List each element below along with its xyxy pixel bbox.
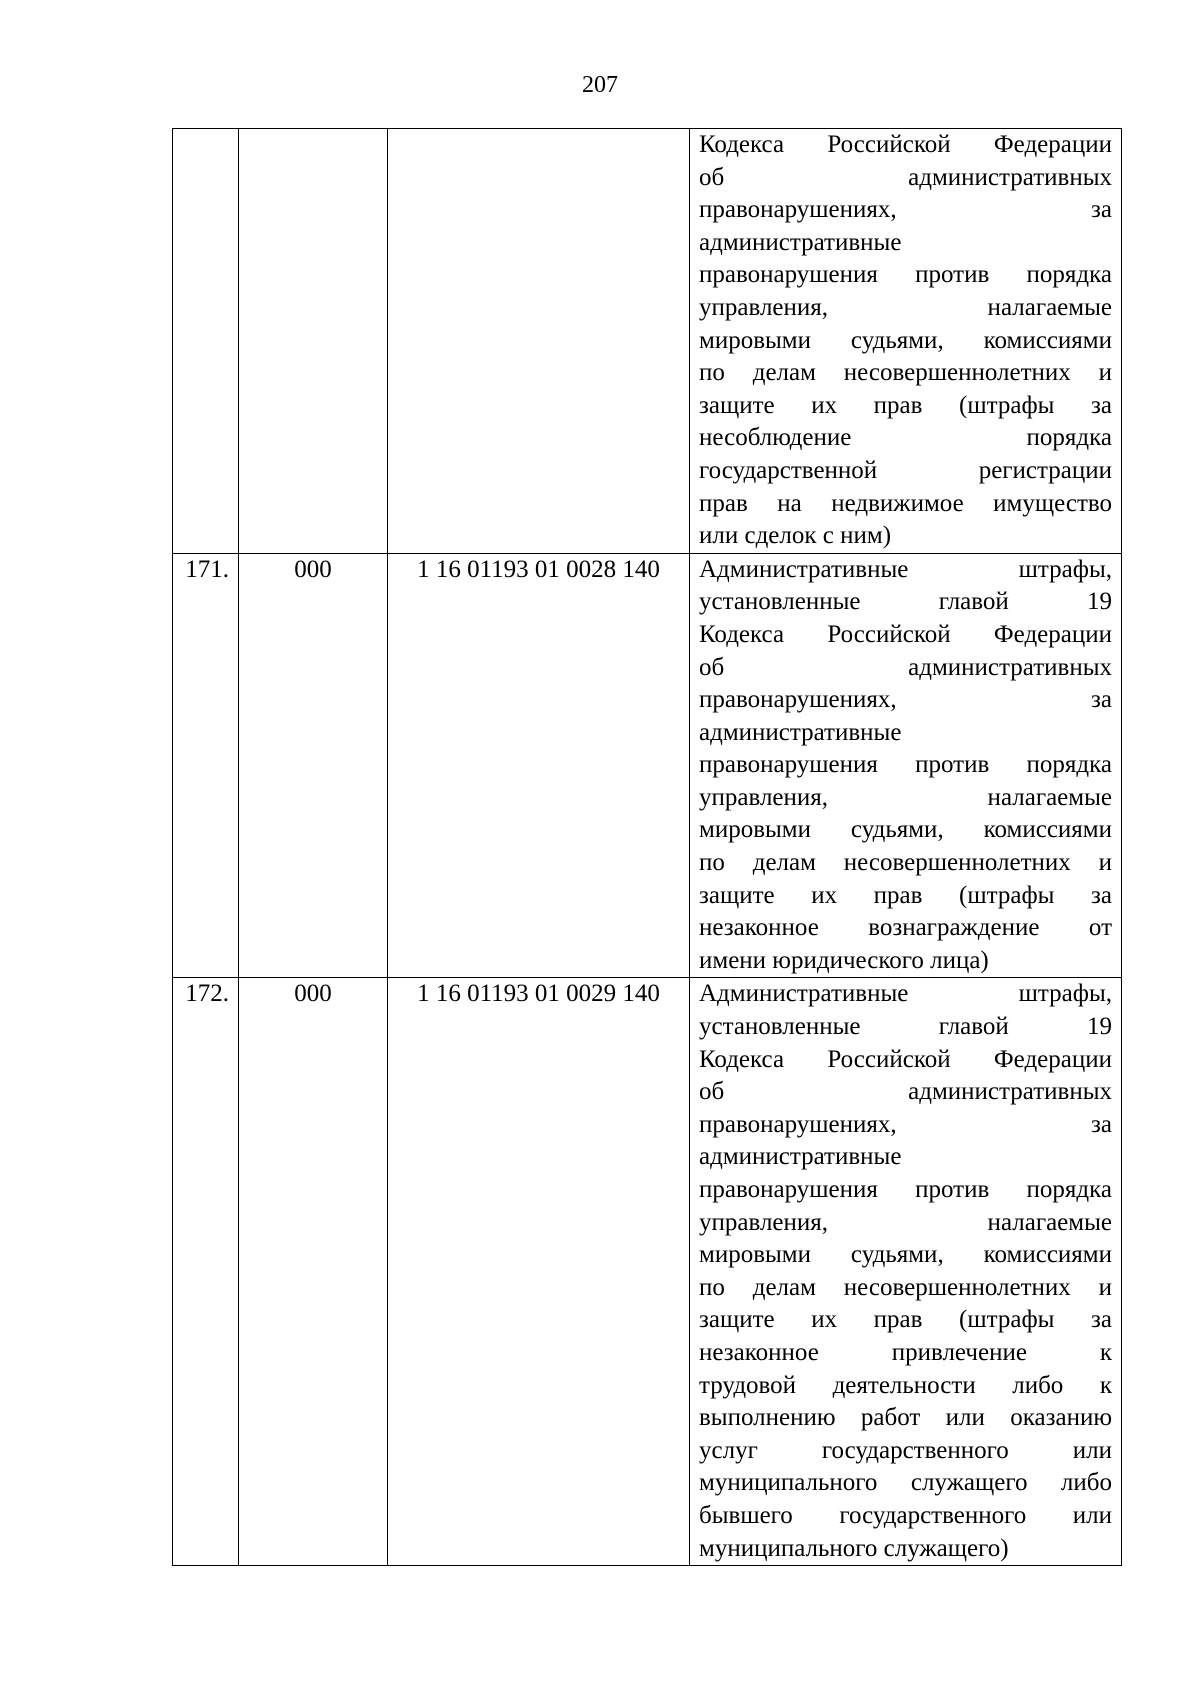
description-line: защите их прав (штрафы за <box>699 391 1112 419</box>
description-line: административные <box>699 228 902 256</box>
budget-code-cell: 1 16 01193 01 0028 140 <box>388 553 690 978</box>
page-number: 207 <box>582 72 618 98</box>
description-line: об административных <box>699 1078 1112 1106</box>
description-line: правонарушения против порядка <box>699 261 1112 289</box>
description-line: выполнению работ или оказанию <box>699 1404 1112 1432</box>
description-cell <box>690 129 1122 554</box>
description-line: услуг государственного или <box>699 1436 1112 1464</box>
description-line: незаконное привлечение к <box>699 1338 1112 1366</box>
description-line: имени юридического лица) <box>699 946 989 974</box>
table-row <box>173 553 1122 978</box>
description-line: по делам несовершеннолетних и <box>699 849 1112 877</box>
description-line: установленные главой 19 <box>699 588 1112 616</box>
description-line: административные <box>699 718 902 746</box>
description-cell <box>690 978 1122 1566</box>
admin-code-cell <box>239 129 388 554</box>
description-cell <box>690 553 1122 978</box>
codes-table <box>172 128 1122 1566</box>
description-line: установленные главой 19 <box>699 1013 1112 1041</box>
table-row <box>173 978 1122 1566</box>
budget-code-cell: 1 16 01193 01 0029 140 <box>388 978 690 1566</box>
description-line: государственной регистрации <box>699 456 1112 484</box>
description-line: Кодекса Российской Федерации <box>699 131 1112 158</box>
description-line: незаконное вознаграждение от <box>699 914 1112 942</box>
description-line: Административные штрафы, <box>699 555 1112 583</box>
description-line: правонарушения против порядка <box>699 1176 1112 1203</box>
description-line: мировыми судьями, комиссиями <box>699 326 1112 354</box>
description-line: управления, налагаемые <box>699 293 1112 321</box>
description-line: по делам несовершеннолетних и <box>699 359 1112 387</box>
description-line: правонарушениях, за <box>699 196 1112 224</box>
description-line: Кодекса Российской Федерации <box>699 620 1112 648</box>
description-line: правонарушениях, за <box>699 686 1112 714</box>
description-line: управления, налагаемые <box>699 783 1112 811</box>
description-line: об административных <box>699 653 1112 681</box>
description-line: мировыми судьями, комиссиями <box>699 816 1112 844</box>
description-line: правонарушениях, за <box>699 1110 1112 1138</box>
description-line: административные <box>699 1143 902 1171</box>
row-number-cell <box>173 129 239 554</box>
description-line: или сделок с ним) <box>699 522 892 550</box>
description-line: бывшего государственного или <box>699 1501 1112 1529</box>
table-row <box>173 129 1122 554</box>
description-line: Кодекса Российской Федерации <box>699 1045 1112 1073</box>
admin-code-cell: 000 <box>239 553 388 978</box>
description-line: муниципального служащего) <box>699 1534 1009 1562</box>
description-line: трудовой деятельности либо к <box>699 1371 1112 1399</box>
description-line: мировыми судьями, комиссиями <box>699 1241 1112 1269</box>
row-number-cell: 172. <box>173 978 239 1566</box>
admin-code-cell: 000 <box>239 978 388 1566</box>
row-number-cell: 171. <box>173 553 239 978</box>
description-line: по делам несовершеннолетних и <box>699 1273 1112 1301</box>
description-line: правонарушения против порядка <box>699 751 1112 779</box>
description-line: муниципального служащего либо <box>699 1469 1112 1497</box>
description-line: Административные штрафы, <box>699 980 1112 1008</box>
codes-table-body <box>173 129 1122 1566</box>
budget-code-cell <box>388 129 690 554</box>
description-line: об административных <box>699 163 1112 191</box>
description-line: прав на недвижимое имущество <box>699 489 1112 517</box>
description-line: защите их прав (штрафы за <box>699 881 1112 909</box>
description-line: управления, налагаемые <box>699 1208 1112 1236</box>
description-line: защите их прав (штрафы за <box>699 1306 1112 1334</box>
description-line: несоблюдение порядка <box>699 424 1112 452</box>
